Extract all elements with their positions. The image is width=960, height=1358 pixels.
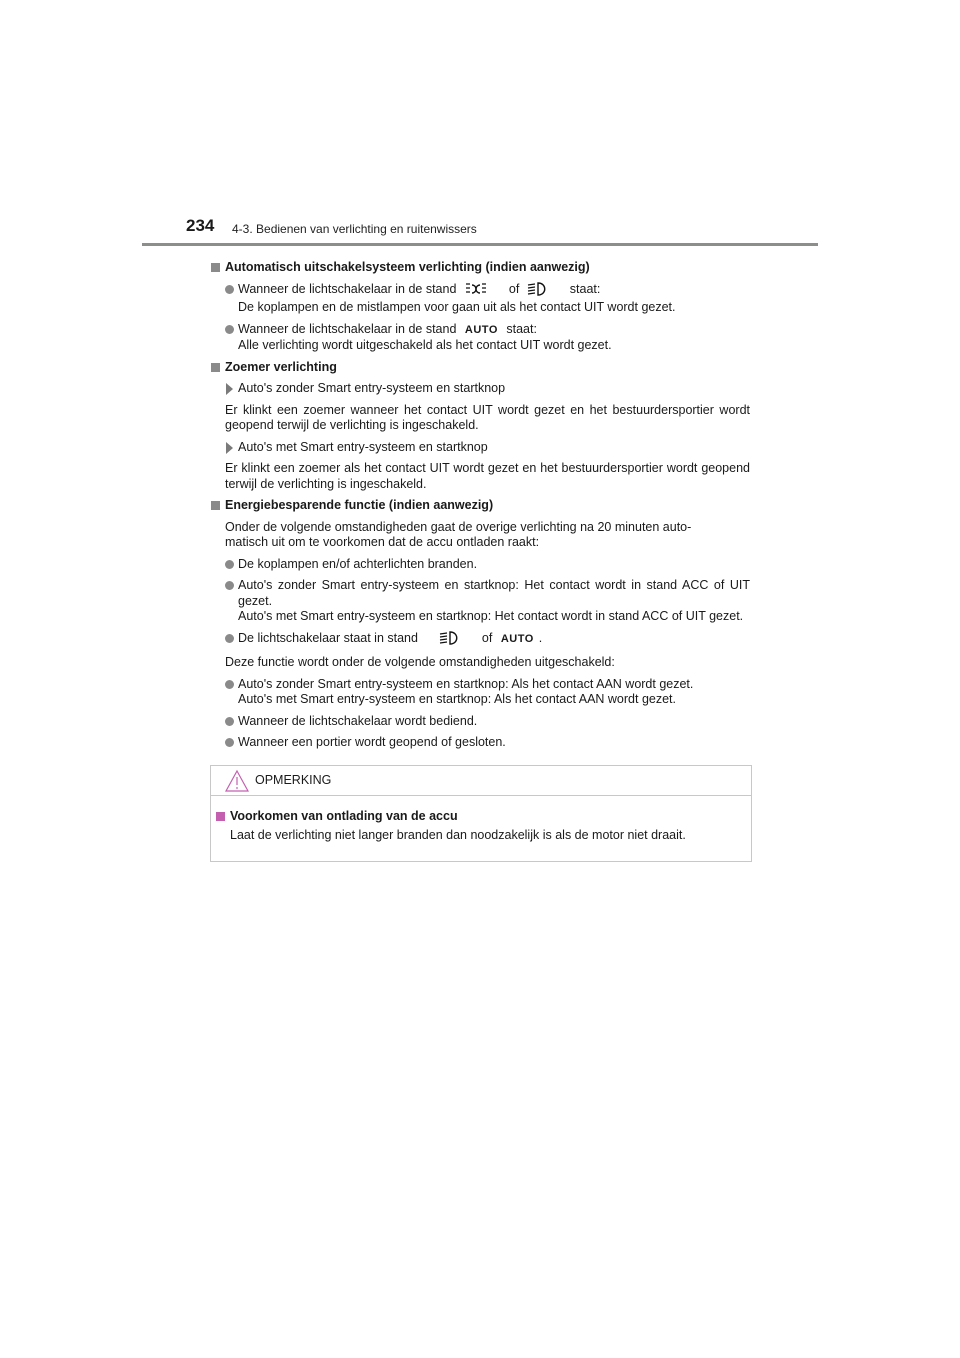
paragraph-line: Onder de volgende omstandigheden gaat de overige verlichting na 20 minuten auto- <box>225 519 692 534</box>
bullet-text: Alle verlichting wordt uitgeschakeld als het contact UIT wordt gezet. <box>238 338 612 352</box>
header-divider <box>142 243 818 246</box>
section-title-buzzer: Zoemer verlichting <box>210 360 750 376</box>
warning-triangle-icon <box>225 770 249 797</box>
bullet-text: Auto's met Smart entry-systeem en startknop: Het contact wordt in stand ACC of UIT gezet. <box>238 609 744 623</box>
list-item: De koplampen en/of achterlichten branden. <box>210 557 750 573</box>
page-header <box>186 216 818 246</box>
page-number: 234 <box>186 216 215 235</box>
paragraph: Deze functie wordt onder de volgende omstandigheden uitgeschakeld: <box>225 655 615 669</box>
notice-box <box>210 765 752 862</box>
sub-heading: Auto's zonder Smart entry-systeem en startknop <box>210 381 750 397</box>
bullet-text: of <box>508 281 520 296</box>
paragraph: Er klinkt een zoemer als het contact UIT wordt gezet en het bestuurdersportier wordt geopend terwijl de verlichting is ingeschakeld. <box>225 461 750 491</box>
bullet-text: Auto's zonder Smart entry-systeem en startknop: Het contact wordt in stand ACC of UIT gezet. <box>238 578 750 608</box>
chapter-title: 4-3. Bedienen van verlichting en ruitenwissers <box>232 222 477 236</box>
sub-heading: Auto's met Smart entry-systeem en startknop <box>210 440 750 456</box>
bullet-text: De lichtschakelaar staat in stand <box>238 630 418 645</box>
notice-header <box>211 766 751 796</box>
bullet-text: staat: <box>569 281 601 296</box>
bullet-text: staat: <box>506 321 537 336</box>
bullet-text: Auto's zonder Smart entry-systeem en startknop: Als het contact AAN wordt gezet. <box>238 676 694 691</box>
headlight-icon <box>527 282 549 301</box>
notice-label: OPMERKING <box>255 773 332 787</box>
list-item <box>210 578 750 625</box>
bullet-text: . <box>538 630 543 645</box>
list-item <box>210 677 750 708</box>
section-title-auto-off: Automatisch uitschakelsysteem verlichting (indien aanwezig) <box>210 260 750 276</box>
paragraph: Er klinkt een zoemer wanneer het contact UIT wordt gezet en het bestuurdersportier wordt geopend terwijl de verlichting is ingeschakeld. <box>225 402 750 432</box>
bullet-text: Wanneer de lichtschakelaar in de stand <box>238 281 457 296</box>
paragraph <box>210 520 750 551</box>
notice-text: Laat de verlichting niet langer branden dan noodzakelijk is als de motor niet draait. <box>230 828 686 842</box>
notice-title: Voorkomen van ontlading van de accu <box>215 809 458 823</box>
parking-light-icon <box>464 282 488 301</box>
bullet-text: De koplampen en de mistlampen voor gaan uit als het contact UIT wordt gezet. <box>238 300 676 314</box>
main-content <box>210 254 750 751</box>
bullet-text: of <box>481 630 493 645</box>
section-title-energy: Energiebesparende functie (indien aanwezig) <box>210 498 750 514</box>
list-item <box>210 282 750 316</box>
list-item: Wanneer de lichtschakelaar wordt bediend. <box>210 714 750 730</box>
bullet-text: Auto's met Smart entry-systeem en startknop: Als het contact AAN wordt gezet. <box>238 692 676 706</box>
list-item <box>210 631 750 650</box>
auto-symbol: AUTO <box>464 323 498 336</box>
headlight-icon <box>439 631 461 650</box>
auto-symbol: AUTO <box>500 632 534 645</box>
list-item: Wanneer een portier wordt geopend of gesloten. <box>210 735 750 751</box>
bullet-text: Wanneer de lichtschakelaar in de stand <box>238 321 457 336</box>
paragraph-line: matisch uit om te voorkomen dat de accu ontladen raakt: <box>225 535 540 549</box>
list-item <box>210 322 750 354</box>
